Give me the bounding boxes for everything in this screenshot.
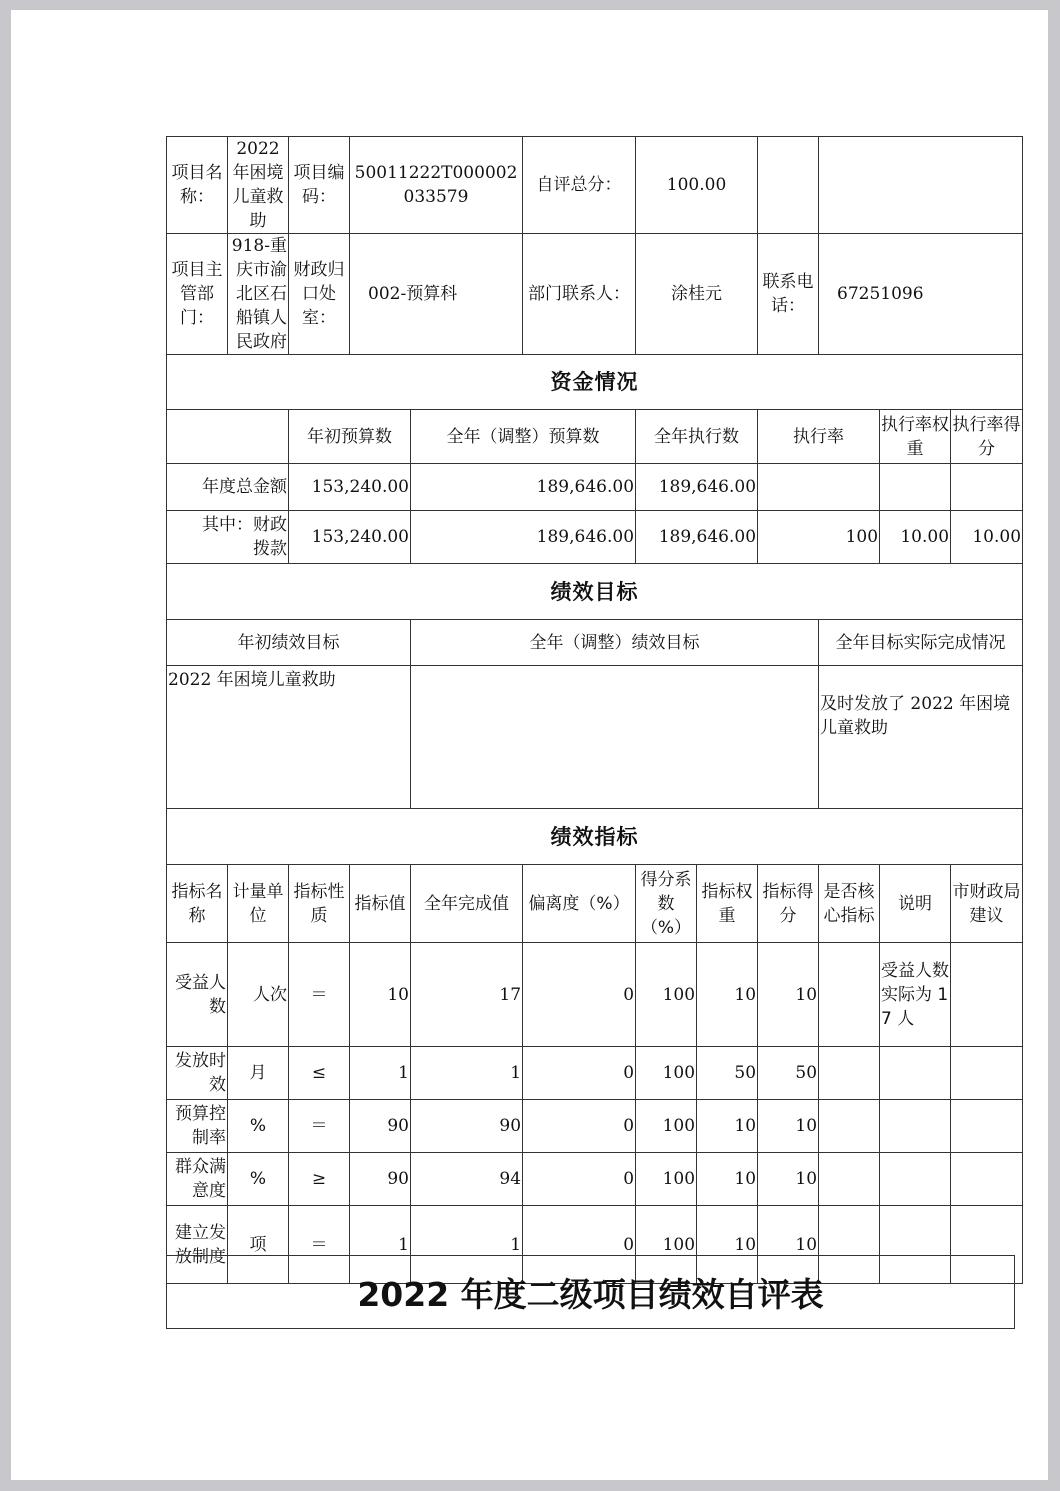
funds-row-label: 其中：财政拨款 <box>167 511 289 564</box>
ind-deviation: 0 <box>523 1100 636 1153</box>
ind-name: 建立发放制度 <box>167 1206 228 1284</box>
empty-cell <box>758 137 819 234</box>
ind-unit: 人次 <box>228 943 289 1047</box>
ind-header-note: 说明 <box>880 865 951 943</box>
ind-score: 10 <box>758 943 819 1047</box>
ind-weight: 10 <box>697 1206 758 1284</box>
document-page <box>11 10 1048 1480</box>
ind-weight: 10 <box>697 1100 758 1153</box>
project-code-label: 项目编码： <box>289 137 350 234</box>
ind-header-target: 指标值 <box>350 865 411 943</box>
funds-initial: 153,240.00 <box>289 511 411 564</box>
indicators-header-row <box>167 865 1023 943</box>
finance-office-value: 002-预算科 <box>350 234 523 355</box>
funds-row-label: 年度总金额 <box>167 464 289 511</box>
ind-actual: 1 <box>411 1047 523 1100</box>
funds-adjusted: 189,646.00 <box>411 464 636 511</box>
dept-value: 918-重庆市渝北区石船镇人民政府 <box>228 234 289 355</box>
evaluation-table <box>166 136 1023 1284</box>
funds-row-fiscal <box>167 511 1023 564</box>
ind-advice <box>951 1100 1023 1153</box>
ind-nature: ＝ <box>289 1100 350 1153</box>
ind-score: 10 <box>758 1100 819 1153</box>
funds-executed: 189,646.00 <box>636 464 758 511</box>
ind-header-unit: 计量单位 <box>228 865 289 943</box>
funds-executed: 189,646.00 <box>636 511 758 564</box>
ind-core <box>819 1153 880 1206</box>
phone-value: 67251096 <box>819 234 1023 355</box>
ind-target: 1 <box>350 1206 411 1284</box>
ind-coef: 100 <box>636 1153 697 1206</box>
funds-header-executed: 全年执行数 <box>636 410 758 464</box>
funds-section-title: 资金情况 <box>167 355 1023 410</box>
ind-deviation: 0 <box>523 1206 636 1284</box>
ind-actual: 17 <box>411 943 523 1047</box>
ind-header-score: 指标得分 <box>758 865 819 943</box>
ind-advice <box>951 1153 1023 1206</box>
ind-header-advice: 市财政局建议 <box>951 865 1023 943</box>
funds-rate <box>758 464 880 511</box>
ind-target: 1 <box>350 1047 411 1100</box>
empty-cell <box>819 137 1023 234</box>
ind-unit: % <box>228 1153 289 1206</box>
ind-nature: ≤ <box>289 1047 350 1100</box>
ind-core <box>819 943 880 1047</box>
goals-content-row <box>167 666 1023 809</box>
phone-label: 联系电话： <box>758 234 819 355</box>
dept-label: 项目主管部门： <box>167 234 228 355</box>
ind-name: 发放时效 <box>167 1047 228 1100</box>
ind-header-weight: 指标权重 <box>697 865 758 943</box>
funds-header-rate: 执行率 <box>758 410 880 464</box>
ind-note <box>880 1153 951 1206</box>
project-name-label: 项目名称： <box>167 137 228 234</box>
table-row <box>167 1100 1023 1153</box>
funds-rate: 100 <box>758 511 880 564</box>
ind-note <box>880 1100 951 1153</box>
ind-header-name: 指标名称 <box>167 865 228 943</box>
funds-score <box>951 464 1023 511</box>
ind-score: 50 <box>758 1047 819 1100</box>
ind-nature: ＝ <box>289 943 350 1047</box>
ind-advice <box>951 1047 1023 1100</box>
ind-coef: 100 <box>636 1047 697 1100</box>
ind-nature: ≥ <box>289 1153 350 1206</box>
funds-row-total <box>167 464 1023 511</box>
funds-adjusted: 189,646.00 <box>411 511 636 564</box>
ind-deviation: 0 <box>523 943 636 1047</box>
table-row <box>167 1047 1023 1100</box>
ind-header-core: 是否核心指标 <box>819 865 880 943</box>
ind-actual: 90 <box>411 1100 523 1153</box>
ind-unit: 项 <box>228 1206 289 1284</box>
contact-label: 部门联系人： <box>523 234 636 355</box>
ind-deviation: 0 <box>523 1153 636 1206</box>
ind-core <box>819 1047 880 1100</box>
self-score-label: 自评总分： <box>523 137 636 234</box>
ind-note <box>880 1047 951 1100</box>
ind-target: 90 <box>350 1100 411 1153</box>
ind-weight: 10 <box>697 1153 758 1206</box>
document-title: 2022 年度二级项目绩效自评表 <box>166 1255 1015 1329</box>
ind-note: 受益人数实际为 17 人 <box>880 943 951 1047</box>
project-code-value: 50011222T000002033579 <box>350 137 523 234</box>
ind-header-actual: 全年完成值 <box>411 865 523 943</box>
funds-weight: 10.00 <box>880 511 951 564</box>
funds-header-adjusted: 全年（调整）预算数 <box>411 410 636 464</box>
ind-header-nature: 指标性质 <box>289 865 350 943</box>
goals-header-initial: 年初绩效目标 <box>167 620 411 666</box>
ind-header-coef: 得分系数（%） <box>636 865 697 943</box>
ind-actual: 94 <box>411 1153 523 1206</box>
goals-section-title: 绩效目标 <box>167 564 1023 620</box>
ind-advice <box>951 943 1023 1047</box>
funds-header-score: 执行率得分 <box>951 410 1023 464</box>
ind-target: 90 <box>350 1153 411 1206</box>
ind-unit: % <box>228 1100 289 1153</box>
funds-header-initial: 年初预算数 <box>289 410 411 464</box>
ind-name: 群众满意度 <box>167 1153 228 1206</box>
goals-header-row <box>167 620 1023 666</box>
funds-header-row <box>167 410 1023 464</box>
ind-name: 预算控制率 <box>167 1100 228 1153</box>
indicators-section-title: 绩效指标 <box>167 809 1023 865</box>
ind-weight: 50 <box>697 1047 758 1100</box>
ind-coef: 100 <box>636 943 697 1047</box>
funds-score: 10.00 <box>951 511 1023 564</box>
ind-target: 10 <box>350 943 411 1047</box>
ind-deviation: 0 <box>523 1047 636 1100</box>
goal-initial: 2022 年困境儿童救助 <box>167 666 411 809</box>
self-score-value: 100.00 <box>636 137 758 234</box>
ind-name: 受益人数 <box>167 943 228 1047</box>
contact-value: 涂桂元 <box>636 234 758 355</box>
ind-nature: ＝ <box>289 1206 350 1284</box>
info-row-1 <box>167 137 1023 234</box>
goals-header-actual: 全年目标实际完成情况 <box>819 620 1023 666</box>
goal-actual: 及时发放了 2022 年困境儿童救助 <box>819 666 1023 809</box>
ind-score: 10 <box>758 1206 819 1284</box>
project-name-value: 2022 年困境儿童救助 <box>228 137 289 234</box>
ind-coef: 100 <box>636 1100 697 1153</box>
info-row-2 <box>167 234 1023 355</box>
ind-core <box>819 1100 880 1153</box>
ind-score: 10 <box>758 1153 819 1206</box>
ind-unit: 月 <box>228 1047 289 1100</box>
table-row <box>167 1153 1023 1206</box>
goal-adjusted <box>411 666 819 809</box>
funds-weight <box>880 464 951 511</box>
ind-header-deviation: 偏离度（%） <box>523 865 636 943</box>
table-row <box>167 943 1023 1047</box>
goals-header-adjusted: 全年（调整）绩效目标 <box>411 620 819 666</box>
empty-cell <box>167 410 289 464</box>
ind-actual: 1 <box>411 1206 523 1284</box>
ind-weight: 10 <box>697 943 758 1047</box>
funds-initial: 153,240.00 <box>289 464 411 511</box>
funds-header-weight: 执行率权重 <box>880 410 951 464</box>
ind-coef: 100 <box>636 1206 697 1284</box>
finance-office-label: 财政归口处室： <box>289 234 350 355</box>
